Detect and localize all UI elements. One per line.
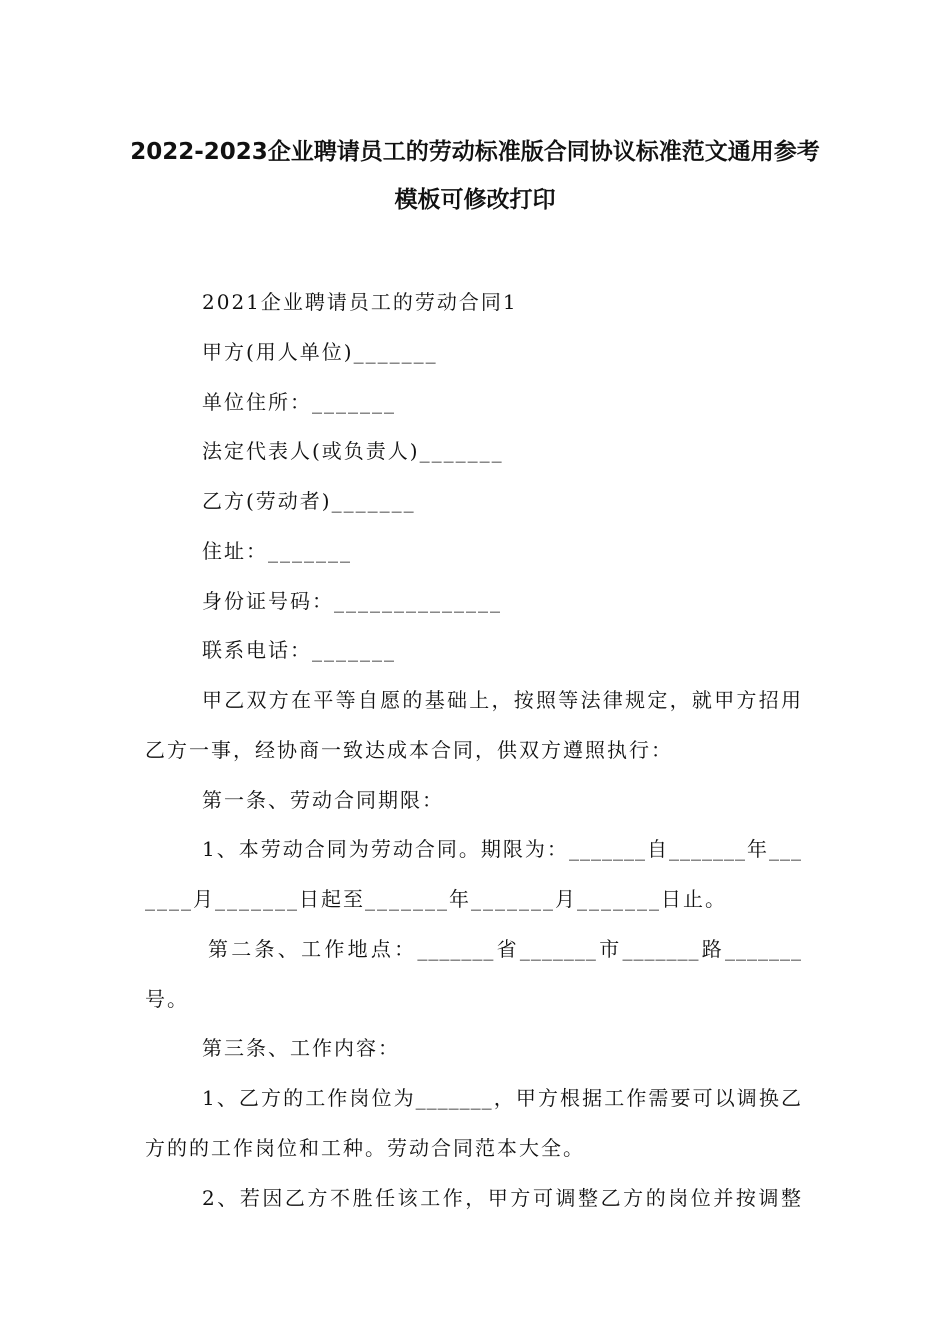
party-b-field: 乙方(劳动者)_______ <box>202 489 416 513</box>
party-a-field: 甲方(用人单位)_______ <box>202 340 438 364</box>
article-2-line-1: 第二条、工作地点：_______省_______市_______路_______ <box>208 937 802 961</box>
article-3-clause-1-line-2: 方的的工作岗位和工种。劳动合同范本大全。 <box>145 1136 585 1160</box>
article-3-clause-1-line-1: 1、乙方的工作岗位为_______，甲方根据工作需要可以调换乙 <box>202 1086 802 1110</box>
party-b-address-field: 住址：_______ <box>202 539 352 563</box>
document-title-line-1: 2022-2023企业聘请员工的劳动标准版合同协议标准范文通用参考 <box>130 139 820 165</box>
legal-representative-field: 法定代表人(或负责人)_______ <box>202 439 504 463</box>
article-2-line-2: 号。 <box>145 987 189 1011</box>
article-1-heading: 第一条、劳动合同期限： <box>202 788 444 812</box>
phone-field: 联系电话：_______ <box>202 638 396 662</box>
document-title-line-2: 模板可修改打印 <box>394 187 556 213</box>
party-a-address-field: 单位住所：_______ <box>202 390 396 414</box>
contract-heading: 2021企业聘请员工的劳动合同1 <box>202 290 518 314</box>
article-1-clause-1-line-2: ____月_______日起至_______年_______月_______日止。 <box>145 887 727 911</box>
id-number-field: 身份证号码：______________ <box>202 589 502 613</box>
article-3-heading: 第三条、工作内容： <box>202 1036 400 1060</box>
preamble-line-2: 乙方一事，经协商一致达成本合同，供双方遵照执行： <box>145 738 673 762</box>
preamble-line-1: 甲乙双方在平等自愿的基础上，按照等法律规定，就甲方招用 <box>202 688 802 712</box>
article-3-clause-2-line-1: 2、若因乙方不胜任该工作，甲方可调整乙方的岗位并按调整 <box>202 1186 802 1210</box>
article-1-clause-1-line-1: 1、本劳动合同为劳动合同。期限为：_______自_______年___ <box>202 837 802 861</box>
